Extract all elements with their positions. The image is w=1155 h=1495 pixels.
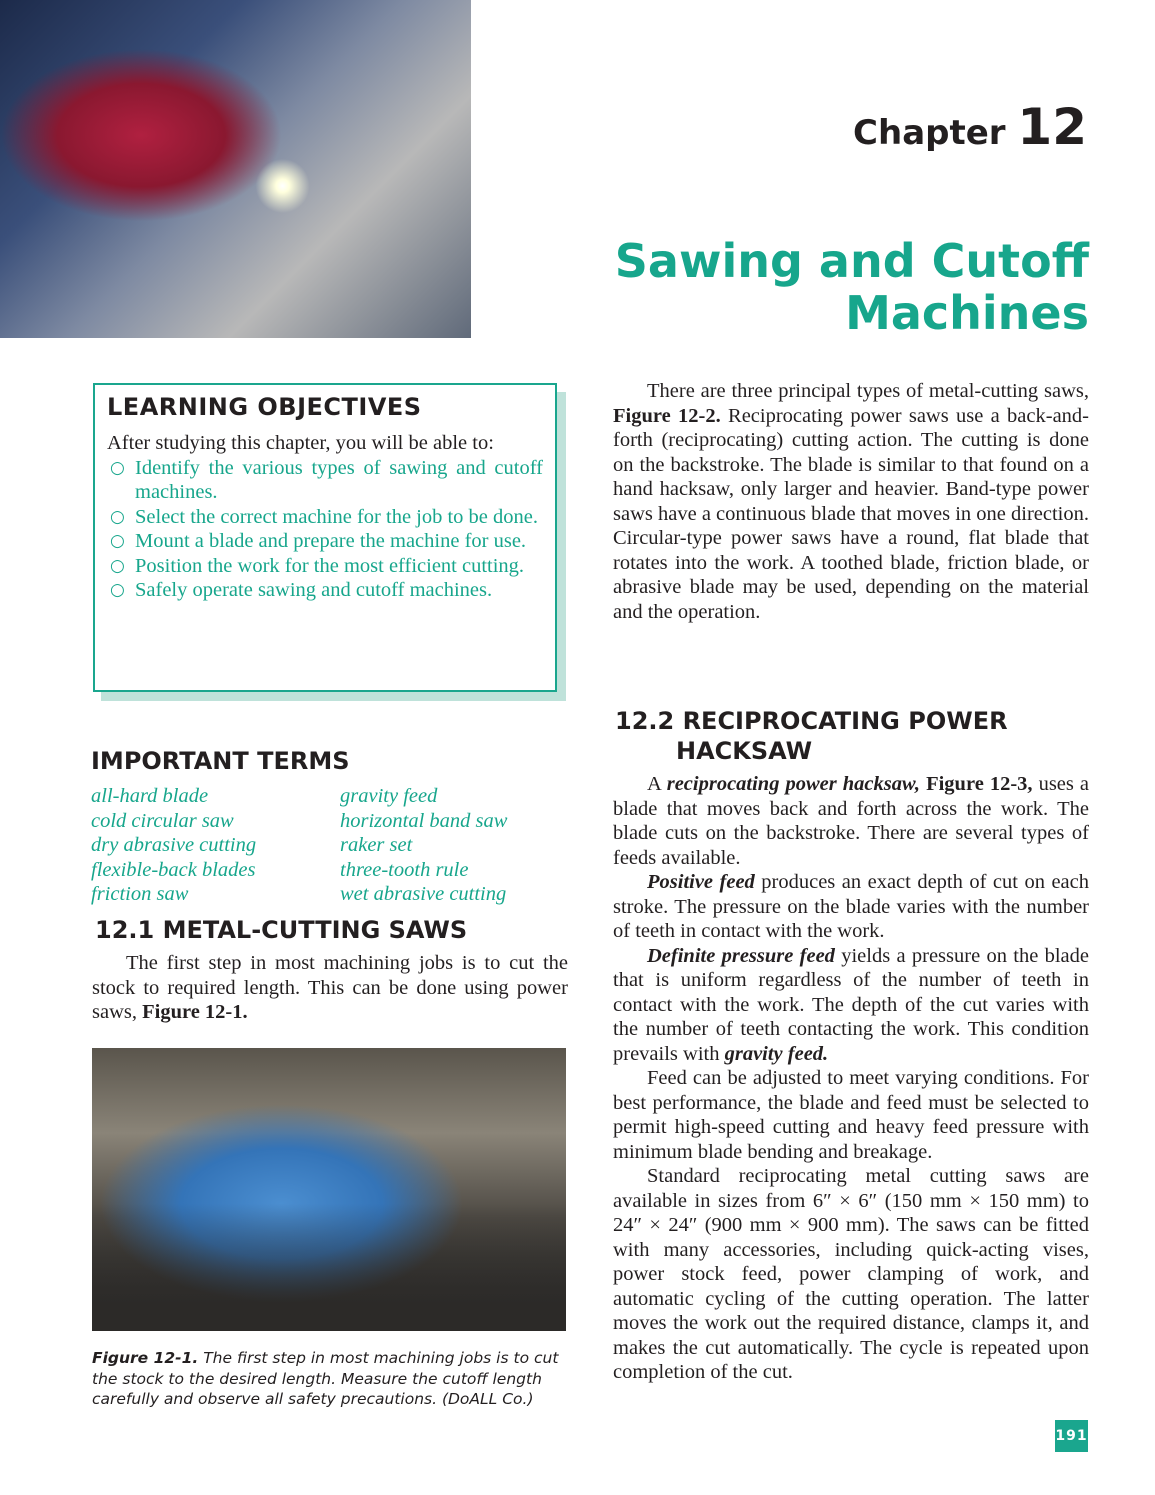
text: uses a blade that moves back and forth across the work. The blade cuts on the backstroke. There are several types of feeds available. [613,773,1090,869]
text: Reciprocating power saws use a back-and-forth (reciprocating) cutting action. The cutting is done on the backstroke. The blade is similar to that found on a hand hacksaw, only larger and heavier. Band-type power saws have a continuous blade that moves in one direction. Circular-type power saws have a round, flat blade that rotates into the work. A toothed blade, friction blade, or abrasive blade may be used, depending on the material and the operation. [613,404,1090,623]
circle-bullet-icon: ○ [110,531,125,551]
text: There are three principal types of metal-cutting saws, [647,380,1089,402]
circle-bullet-icon: ○ [110,506,125,527]
objective-text: Identify the various types of sawing and cutoff machines. [135,456,543,503]
term: friction saw [91,883,189,905]
title-line: Sawing and Cutoff [614,234,1089,288]
objective-item [107,554,543,579]
term-emphasis: gravity feed. [724,1042,829,1065]
term: cold circular saw [91,809,234,832]
term: raker set [340,834,413,856]
objective-item [107,529,543,554]
text: A [647,773,667,795]
term: horizontal band saw [340,809,508,832]
term: gravity feed [340,785,438,807]
term: three-tooth rule [340,858,469,881]
circle-bullet-icon: ○ [110,457,125,478]
objective-item [107,505,543,530]
section-heading-12-1: 12.1 METAL-CUTTING SAWS [95,916,468,944]
term-emphasis: reciprocating power hacksaw, [666,773,921,795]
term: dry abrasive cutting [91,834,257,856]
terms-heading: IMPORTANT TERMS [91,747,350,775]
figure-ref: Figure 12-3, [926,773,1033,795]
text: The first step in most machining jobs is to cut the stock to required length. This can be done using power saws, [92,952,568,1023]
heading-line: 12.2 RECIPROCATING POWER [615,707,1008,735]
figure-label: Figure 12-1. [92,1349,199,1367]
circle-bullet-icon: ○ [110,555,125,576]
text: produces an exact depth of cut on each stroke. The pressure on the blade varies with the number of teeth in contact with the work. [613,871,1089,942]
section-12-2-text [613,772,1089,1385]
text: yields a pressure on the blade that is uniform regardless of the number of teeth in contact with the work. The depth of the cut varies with the number of teeth contacting the work. This condition prevails with [613,944,1089,1065]
caption-text: The first step in most machining jobs is to cut the stock to the desired length. Measure the cutoff length carefully and observe all safety precautions. (DoALL Co.) [92,1349,559,1408]
term: wet abrasive cutting [340,883,507,905]
section-heading-12-2 [615,706,1008,766]
chapter-opener-photo [0,0,471,338]
chapter-word: Chapter [853,113,1006,153]
chapter-title [615,235,1089,339]
page-number: 191 [1055,1420,1088,1452]
figure-12-1-photo [92,1048,566,1331]
term: flexible-back blades [91,858,256,881]
term-emphasis: Definite pressure feed [647,944,835,967]
title-line: Machines [845,286,1089,340]
paragraph: Standard reciprocating metal cutting saws are available in sizes from 6″ × 6″ (150 mm × 150 mm) to 24″ × 24″ (900 mm × 900 mm). The saws can be fitted with many accessories, including quick-acting vises, power stock feed, power clamping of work, and automatic cycling of the cutting operation. The latter moves the work out the required distance, clamps it, and makes the cut automatically. The cycle is repeated upon completion of the cut. [613,1165,1089,1383]
paragraph: Feed can be adjusted to meet varying conditions. For best performance, the blade and feed must be selected to permit high-speed cutting and heavy feed pressure with minimum blade bending and breakage. [613,1067,1089,1163]
objective-item [107,578,543,603]
terms-column-1 [91,784,256,907]
figure-ref: Figure 12-1. [142,1001,248,1023]
chapter-number: 12 [1017,98,1087,156]
circle-bullet-icon: ○ [110,580,125,600]
term: all-hard blade [91,785,209,807]
section-12-1-text [92,951,568,1025]
terms-column-2 [340,784,507,907]
objectives-heading: LEARNING OBJECTIVES [107,393,422,421]
objectives-intro: After studying this chapter, you will be able to: [107,432,494,454]
objective-text: Mount a blade and prepare the machine for use. [135,530,527,552]
objective-item [107,456,543,505]
term-emphasis: Positive feed [647,871,755,893]
objective-text: Select the correct machine for the job to be done. [135,505,539,528]
objective-text: Position the work for the most efficient cutting. [135,554,525,577]
objective-text: Safely operate sawing and cutoff machines. [135,579,493,601]
chapter-label [853,98,1087,156]
heading-line: HACKSAW [676,737,813,765]
intro-paragraph [613,379,1089,624]
figure-ref: Figure 12-2. [613,404,721,427]
figure-12-1-caption [92,1348,570,1410]
learning-objectives-box [93,383,557,692]
